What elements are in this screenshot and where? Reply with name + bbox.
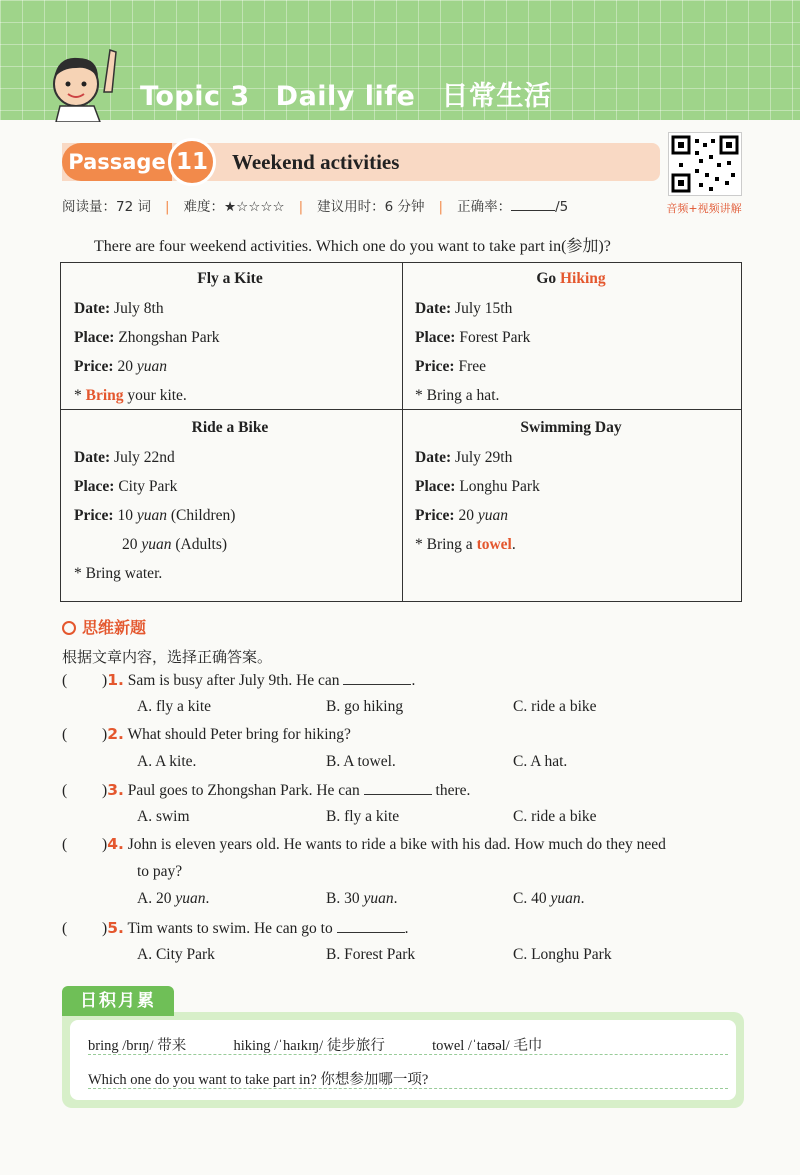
option-b[interactable]: B. go hiking — [326, 698, 404, 715]
vocab-highlight: towel — [476, 536, 512, 553]
topic-title-en: Daily life — [275, 81, 416, 112]
word-count: 阅读量：72 词 — [62, 199, 151, 215]
activity-title: Fly a Kite — [197, 270, 263, 287]
divider — [88, 1054, 728, 1055]
question-number: 4. — [107, 835, 124, 853]
place-label: Place — [415, 478, 451, 495]
question-text: John is eleven years old. He wants to ride a bike with his dad. How much do they need — [127, 836, 666, 853]
place-value: Forest Park — [459, 329, 531, 346]
note-text: your kite. — [123, 387, 187, 404]
option-a[interactable]: A. fly a kite — [137, 698, 212, 715]
vocab-word: towel — [432, 1038, 465, 1054]
vocab-meaning: 带来 — [157, 1038, 187, 1054]
price-label: Price — [74, 358, 109, 375]
price-note: (Children) — [170, 507, 236, 524]
accuracy-label: 正确率： — [457, 199, 512, 215]
option-c[interactable]: C. ride a bike — [513, 698, 597, 715]
question-3 — [62, 780, 470, 800]
question-text-end: . — [411, 672, 416, 689]
question-2 — [62, 725, 351, 744]
vocab-word: bring — [88, 1038, 119, 1054]
passage-label: Passage — [62, 143, 172, 181]
passage-number: 11 — [168, 138, 216, 186]
vocab-ipa: /ˈhaɪkɪŋ/ — [274, 1038, 324, 1054]
question-text: Paul goes to Zhongshan Park. He can — [127, 782, 364, 799]
question-number: 2. — [107, 725, 124, 743]
option-a[interactable]: A. 20 yuan. — [137, 890, 210, 907]
fill-blank[interactable] — [364, 780, 432, 795]
option-c[interactable]: C. Longhu Park — [513, 946, 612, 963]
option-a[interactable]: A. A kite. — [137, 753, 197, 770]
place-value: City Park — [118, 478, 178, 495]
section-title — [62, 615, 146, 638]
section-title-text: 思维新题 — [82, 618, 147, 637]
activity-swimming-day: Swimming Day Date: July 29th Place: Longhu Park Price: 20 yuan * Bring a towel. — [406, 419, 742, 599]
place-label: Place — [74, 329, 110, 346]
date-label: Date — [415, 300, 446, 317]
option-unit: yuan — [550, 890, 581, 907]
question-text-end: . — [404, 920, 409, 937]
difficulty-stars: ★☆☆☆☆ — [224, 199, 285, 215]
key-sentence: Which one do you want to take part in? 你想参加哪一项? — [88, 1072, 429, 1088]
price-value: 20 — [122, 536, 138, 553]
date-value: July 22nd — [114, 449, 175, 466]
vocab-tab: 日积月累 — [62, 986, 174, 1016]
question-number: 5. — [107, 919, 124, 937]
note-text: * Bring water. — [74, 565, 163, 582]
accuracy-blank[interactable] — [511, 198, 555, 211]
option-a[interactable]: A. City Park — [137, 946, 215, 963]
qr-caption: 音频+视频讲解 — [666, 202, 742, 215]
option-unit: yuan — [175, 890, 206, 907]
title-text: Go — [536, 270, 560, 287]
vocab-ipa: /brɪŋ/ — [122, 1038, 154, 1054]
option-c[interactable]: C. 40 yuan. — [513, 890, 585, 907]
price-value: 20 — [117, 358, 133, 375]
topic-title-zh: 日常生活 — [441, 81, 552, 112]
vocab-ipa: /ˈtaʊəl/ — [467, 1038, 510, 1054]
question-text-cont: to pay? — [137, 863, 183, 880]
place-value: Longhu Park — [459, 478, 540, 495]
question-text: What should Peter bring for hiking? — [127, 726, 351, 743]
activity-title: Ride a Bike — [191, 419, 269, 436]
vocab-highlight: Hiking — [560, 270, 606, 287]
date-label: Date — [74, 300, 105, 317]
reading-meta: 阅读量：72 词 | 难度：★☆☆☆☆ | 建议用时：6 分钟 | 正确率： /5 — [62, 199, 569, 215]
activity-title: Swimming Day — [520, 419, 622, 436]
place-label: Place — [74, 478, 110, 495]
suggested-time: 建议用时：6 分钟 — [317, 199, 425, 215]
activity-ride-bike: Ride a Bike Date: July 22nd Place: City Park Price: 10 yuan (Children) 20 yuan (Adults) * Bring water. — [65, 419, 401, 599]
option-b[interactable]: B. A towel. — [326, 753, 396, 770]
date-value: July 29th — [455, 449, 513, 466]
passage-title: Weekend activities — [232, 150, 400, 174]
activity-fly-kite: Fly a Kite Date: July 8th Place: Zhongshan Park Price: 20 yuan * Bring your kite. — [65, 270, 401, 410]
date-label: Date — [74, 449, 105, 466]
option-a[interactable]: A. swim — [137, 808, 190, 825]
date-label: Date — [415, 449, 446, 466]
option-b[interactable]: B. Forest Park — [326, 946, 416, 963]
date-value: July 15th — [455, 300, 513, 317]
lightbulb-icon — [62, 621, 76, 635]
vocab-meaning: 徒步旅行 — [326, 1038, 385, 1054]
note-text: * Bring a hat. — [415, 387, 500, 404]
answer-paren[interactable]: ( ) — [62, 672, 108, 689]
price-unit: yuan — [477, 507, 508, 524]
price-note: (Adults) — [175, 536, 228, 553]
note-text: . — [511, 536, 516, 553]
activity-table — [60, 262, 742, 602]
answer-paren[interactable]: ( ) — [62, 920, 108, 937]
note-prefix: * Bring a — [415, 536, 477, 553]
question-number: 3. — [107, 781, 124, 799]
option-b[interactable]: B. 30 yuan. — [326, 890, 398, 907]
option-value: B. 30 — [326, 890, 360, 907]
accuracy-total: /5 — [555, 199, 569, 215]
price-value: Free — [458, 358, 487, 375]
option-c[interactable]: C. A hat. — [513, 753, 568, 770]
topic-title — [140, 74, 551, 113]
vocab-meaning: 毛巾 — [513, 1038, 543, 1054]
price-value: 20 — [458, 507, 474, 524]
option-b[interactable]: B. fly a kite — [326, 808, 400, 825]
place-value: Zhongshan Park — [118, 329, 220, 346]
fill-blank[interactable] — [337, 918, 405, 933]
boy-mascot-icon — [40, 42, 120, 122]
option-unit: yuan — [363, 890, 394, 907]
vocab-word: hiking — [233, 1038, 271, 1054]
price-value: 10 — [117, 507, 133, 524]
question-1 — [62, 670, 415, 690]
exercise-instruction: 根据文章内容，选择正确答案。 — [62, 648, 273, 666]
price-unit: yuan — [136, 507, 167, 524]
price-unit: yuan — [141, 536, 172, 553]
divider — [88, 1088, 728, 1089]
question-5 — [62, 918, 408, 938]
qr-code-icon[interactable] — [668, 132, 742, 196]
note-prefix: * — [74, 387, 86, 404]
vocab-row — [88, 1034, 542, 1055]
option-value: C. 40 — [513, 890, 547, 907]
answer-paren[interactable]: ( ) — [62, 836, 108, 853]
topic-header — [0, 0, 800, 120]
answer-paren[interactable]: ( ) — [62, 726, 108, 743]
difficulty-label: 难度： — [183, 199, 225, 215]
price-label: Price — [415, 358, 450, 375]
fill-blank[interactable] — [343, 670, 411, 685]
question-4 — [62, 835, 666, 854]
vocab-highlight: Bring — [85, 387, 124, 404]
activity-go-hiking: Go Hiking Date: July 15th Place: Forest Park Price: Free * Bring a hat. — [406, 270, 742, 410]
option-c[interactable]: C. ride a bike — [513, 808, 597, 825]
question-text: Tim wants to swim. He can go to — [127, 920, 337, 937]
answer-paren[interactable]: ( ) — [62, 782, 108, 799]
price-unit: yuan — [136, 358, 167, 375]
question-text: Sam is busy after July 9th. He can — [127, 672, 344, 689]
activity-title — [406, 270, 736, 288]
question-text-end: there. — [431, 782, 471, 799]
price-label: Price — [74, 507, 109, 524]
price-label: Price — [415, 507, 450, 524]
option-value: A. 20 — [137, 890, 172, 907]
date-value: July 8th — [114, 300, 164, 317]
topic-number: Topic 3 — [140, 81, 250, 112]
question-number: 1. — [107, 671, 124, 689]
passage-intro: There are four weekend activities. Which one do you want to take part in(参加)? — [94, 238, 611, 255]
place-label: Place — [415, 329, 451, 346]
